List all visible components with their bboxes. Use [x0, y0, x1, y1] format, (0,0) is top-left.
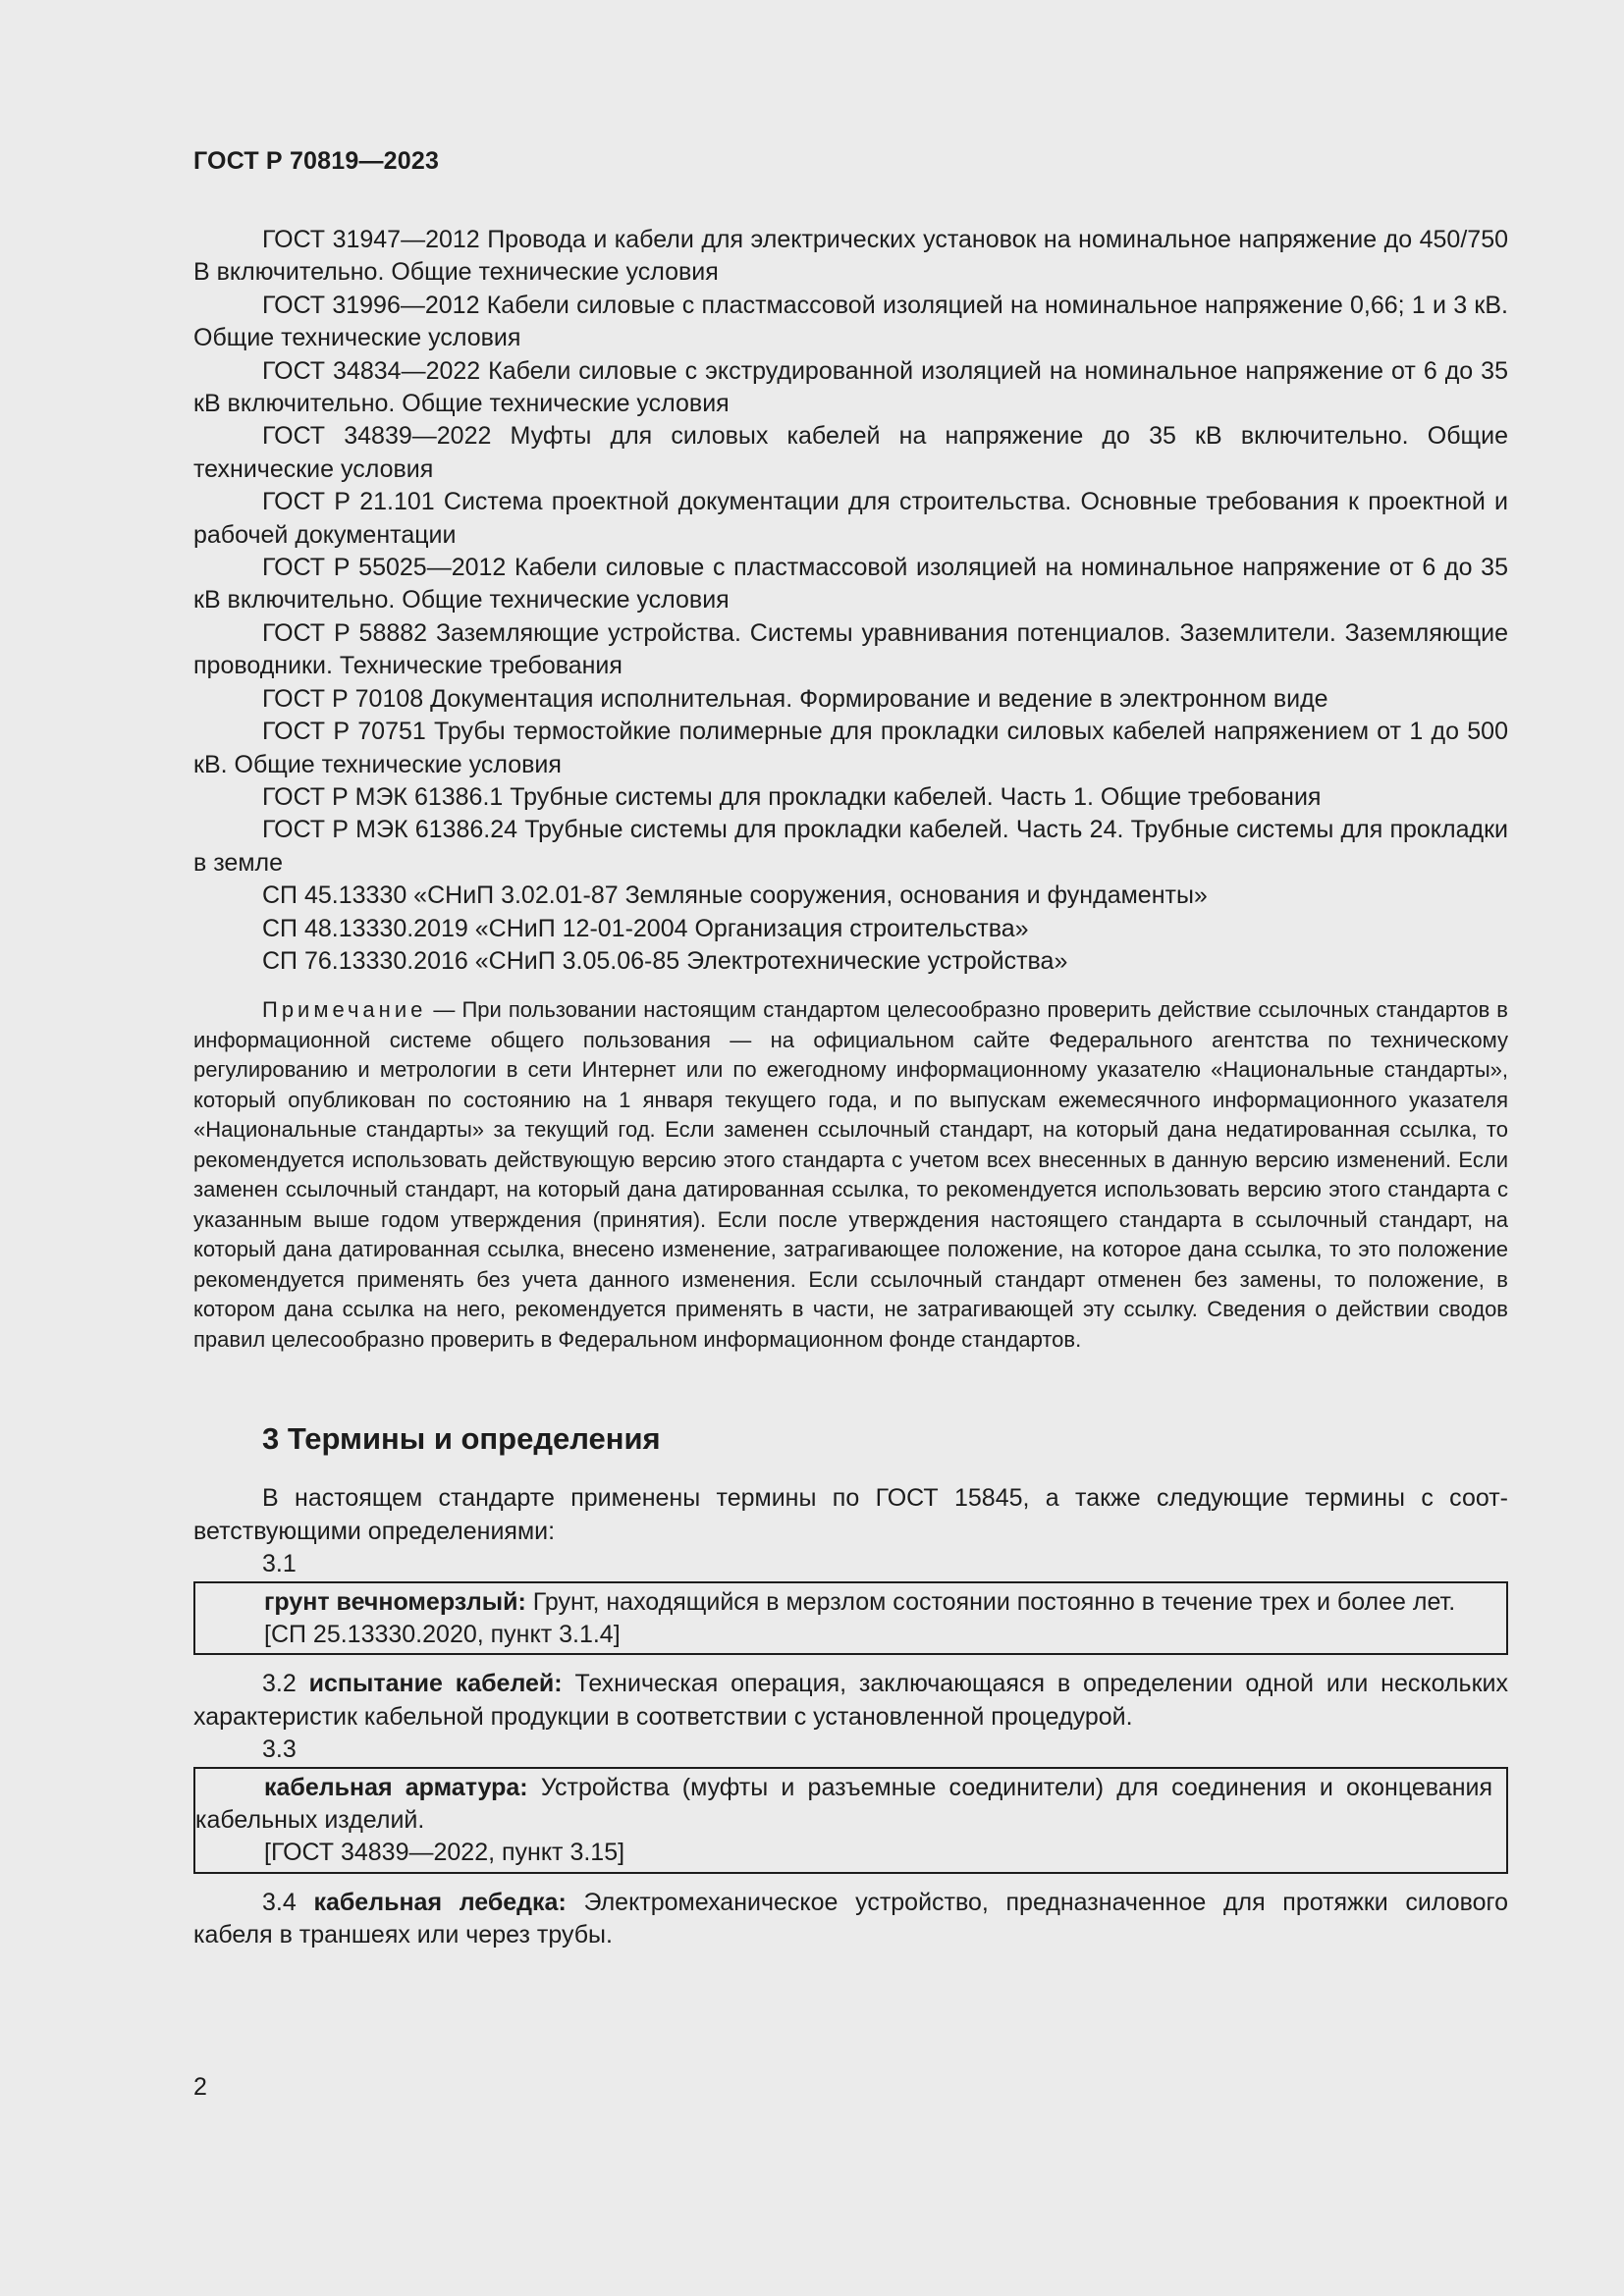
term-definition	[193, 1887, 1508, 1952]
reference-item: ГОСТ Р МЭК 61386.1 Трубные системы для прокладки кабелей. Часть 1. Общие требования	[262, 782, 1322, 811]
reference-item: ГОСТ 31947—2012 Провода и кабели для электрических установок на номинальное напряжение до 450/750 В включительно. Общие технические условия	[193, 226, 1508, 287]
reference-item: ГОСТ 31996—2012 Кабели силовые с пластмассовой изоляцией на номинальное напряжение 0,66; 1 и 3 кВ. Общие технические условия	[193, 291, 1508, 352]
term-text: Электромеханическое устройство, предназначенное для протяжки силового кабеля в траншеях или через трубы.	[193, 1888, 1508, 1949]
reference-item: СП 48.13330.2019 «СНиП 12-01-2004 Организация строительства»	[262, 914, 1029, 942]
spacer	[193, 1874, 1508, 1887]
term-text: Устройства (муфты и разъемные соединители) для соединения и оконцевания кабельных изделий.	[195, 1773, 1492, 1834]
reference-item: ГОСТ 34834—2022 Кабели силовые с экструдированной изоляцией на номинальное напряжение от 6 до 35 кВ включительно. Общие технические условия	[193, 356, 1508, 418]
term-name: кабельная лебедка:	[313, 1888, 567, 1916]
term-definition-box	[193, 1767, 1508, 1874]
term-name: испытание кабелей:	[308, 1670, 563, 1698]
term-definition	[193, 1668, 1508, 1734]
term-definition	[195, 1772, 1492, 1838]
section-heading: 3 Термины и определения	[262, 1421, 661, 1457]
term-name: грунт вечномерзлый:	[264, 1587, 526, 1616]
reference-item: СП 76.13330.2016 «СНиП 3.05.06-85 Электротехнические устройства»	[262, 946, 1068, 975]
term-number: 3.3	[262, 1735, 297, 1764]
spacer	[193, 1655, 1508, 1668]
term-definition	[195, 1586, 1492, 1619]
note-text: При пользовании настоящим стандартом целесообразно проверить действие ссылочных стандартов в информационной системе общего пользования — на официальном сайте Федерального агентства по техническому регулированию и метрологии в сети Интернет или по ежегодному информационному указателю «Национальные стандарты», который опубликован по состоянию на 1 января текущего года, и по выпускам ежемесячного информационного указателя «Национальные стандарты» за текущий год. Если заменен ссылочный стандарт, на который дана недатированная ссылка, то рекомендуется использовать действующую версию этого стандарта с учетом всех внесенных в данную версию изменений. Если заменен ссылочный стандарт, на который дана датированная ссылка, то рекомендуется использовать версию этого стандарта с указанным выше годом утверждения (принятия). Если после утверждения настоящего стандарта в ссылочный стандарт, на который дана датированная ссылка, внесено изменение, затрагивающее положение, на которое дана ссылка, то это положение рекомендуется применять без учета данного изменения. Если ссылочный стандарт отменен без замены, то положение, в котором дана ссылка на него, рекомендуется применять в части, не затрагивающей эту ссылку. Сведения о действии сводов правил целесообразно проверить в Федеральном информационном фонде стандартов.	[193, 997, 1508, 1352]
term-text: Грунт, находящийся в мерзлом состоянии постоянно в течение трех и более лет.	[525, 1587, 1456, 1616]
normative-references-list	[193, 224, 1508, 978]
section-intro: В настоящем стандарте применены термины по ГОСТ 15845, а также следующие термины с соответствующими определениями:	[193, 1484, 1508, 1545]
reference-item: ГОСТ Р 70751 Трубы термостойкие полимерные для прокладки силовых кабелей напряжением от 1 до 500 кВ. Общие технические условия	[193, 718, 1508, 778]
term-number: 3.2	[262, 1670, 297, 1698]
note-paragraph	[193, 995, 1508, 1355]
reference-item: ГОСТ Р 21.101 Система проектной документации для строительства. Основные требования к проектной и рабочей документации	[193, 488, 1508, 549]
term-source: [СП 25.13330.2020, пункт 3.1.4]	[264, 1620, 621, 1648]
note-label: Примечание	[262, 997, 427, 1023]
term-number: 3.4	[262, 1888, 297, 1916]
note-dash: —	[426, 997, 462, 1023]
term-source: [ГОСТ 34839—2022, пункт 3.15]	[264, 1839, 625, 1867]
reference-item: ГОСТ Р 55025—2012 Кабели силовые с пластмассовой изоляцией на номинальное напряжение от 6 до 35 кВ включительно. Общие технические условия	[193, 554, 1508, 614]
reference-item: ГОСТ Р 70108 Документация исполнительная. Формирование и ведение в электронном виде	[262, 684, 1328, 713]
reference-item: ГОСТ 34839—2022 Муфты для силовых кабелей на напряжение до 35 кВ включительно. Общие технические условия	[193, 422, 1508, 483]
reference-item: СП 45.13330 «СНиП 3.02.01-87 Земляные сооружения, основания и фундаменты»	[262, 881, 1208, 910]
page-content	[193, 224, 1508, 1952]
document-code-header: ГОСТ Р 70819—2023	[193, 147, 440, 175]
reference-item: ГОСТ Р МЭК 61386.24 Трубные системы для прокладки кабелей. Часть 24. Трубные системы для прокладки в земле	[193, 816, 1508, 877]
term-name: кабельная арматура:	[264, 1773, 528, 1801]
page-number: 2	[193, 2073, 207, 2101]
term-number: 3.1	[262, 1550, 297, 1578]
term-text: Техническая операция, заключающаяся в определении одной или нескольких характеристик кабельной продукции в соответствии с установленной процедурой.	[193, 1670, 1508, 1731]
reference-item: ГОСТ Р 58882 Заземляющие устройства. Системы уравнивания потенциалов. Заземлители. Заземляющие проводники. Технические требования	[193, 618, 1508, 680]
term-definition-box	[193, 1581, 1508, 1656]
